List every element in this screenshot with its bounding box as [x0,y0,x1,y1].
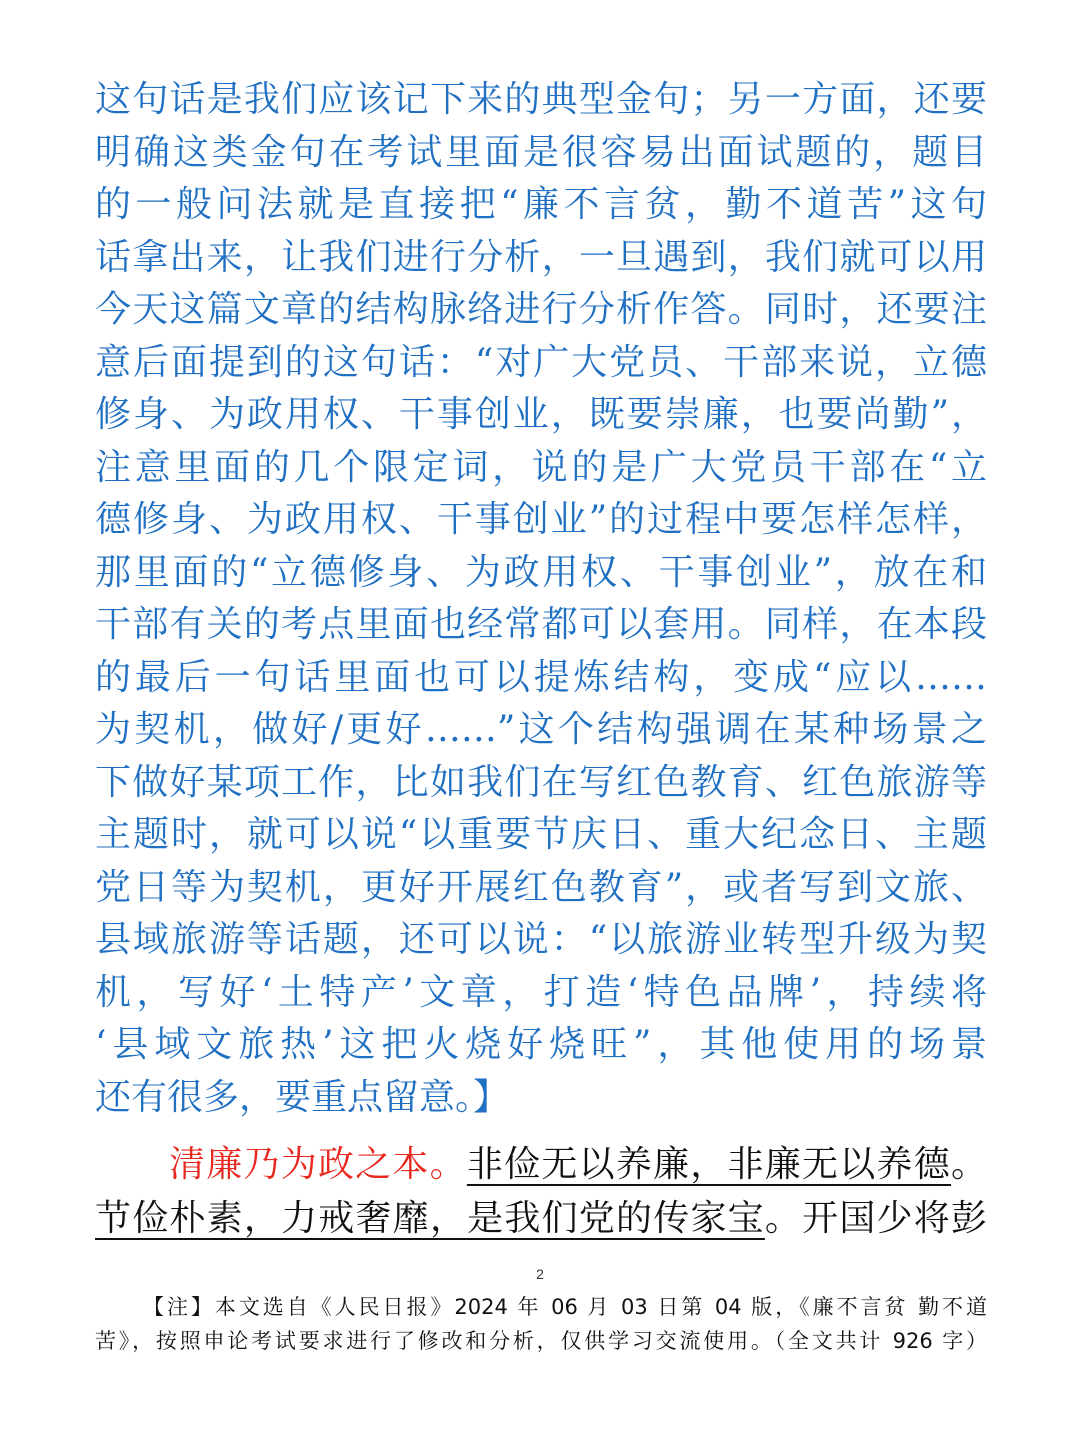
analysis-line: 下做好某项工作，比如我们在写红色教育、红色旅游等 [95,761,987,803]
body-line [95,1192,987,1246]
analysis-line: 党日等为契机，更好开展红色教育”，或者写到文旅、 [95,866,987,908]
underlined-text: 非俭无以养廉，非廉无以养德 [466,1144,951,1185]
body-text: 。 [950,1144,987,1185]
analysis-line: 还有很多，要重点留意。】 [95,1076,510,1118]
analysis-line: 修身、为政用权、干事创业，既要崇廉，也要尚勤”， [95,394,987,435]
analysis-line: 话拿出来，让我们进行分析，一旦遇到，我们就可以用 [95,236,987,278]
analysis-line: 为契机，做好/更好……”这个结构强调在某种场景之 [95,709,987,750]
analysis-line: 注意里面的几个限定词，说的是广大党员干部在“立 [95,446,987,488]
analysis-line: 今天这篇文章的结构脉络进行分析作答。同时，还要注 [95,289,987,330]
analysis-line: 的最后一句话里面也可以提炼结构，变成“应以…… [95,656,987,698]
analysis-line: 这句话是我们应该记下来的典型金句；另一方面，还要 [95,79,987,120]
note-line: 苦》，按照申论考试要求进行了修改和分析，仅供学习交流使用。（全文共计 926 字） [95,1329,987,1353]
analysis-line: 德修身、为政用权、干事创业”的过程中要怎样怎样， [95,499,987,540]
analysis-line: 机，写好‘土特产’文章，打造‘特色品牌’，持续将 [95,971,987,1013]
page-number: 2 [536,1266,544,1282]
body-text: 。开国少将彭 [764,1198,987,1239]
analysis-line: 干部有关的考点里面也经常都可以套用。同样，在本段 [95,604,987,645]
analysis-line: 明确这类金句在考试里面是很容易出面试题的，题目 [95,131,987,173]
note-line: 【注】本文选自《人民日报》2024 年 06 月 03 日第 04 版，《廉不言贫 勤不道 [143,1295,987,1319]
body-line [95,1138,987,1192]
red-highlight-text: 清廉乃为政之本。 [169,1144,467,1185]
body-paragraph [95,1138,987,1246]
analysis-line: 意后面提到的这句话：“对广大党员、干部来说，立德 [95,341,987,383]
analysis-line: 的一般问法就是直接把“廉不言贫，勤不道苦”这句 [95,184,987,225]
source-note [95,1290,987,1358]
analysis-line: ‘县域文旅热’这把火烧好烧旺”，其他使用的场景 [95,1024,987,1065]
analysis-line: 县域旅游等话题，还可以说：“以旅游业转型升级为契 [95,919,987,960]
analysis-line: 那里面的“立德修身、为政用权、干事创业”，放在和 [95,551,987,593]
underlined-text: 节俭朴素，力戒奢靡，是我们党的传家宝 [95,1198,765,1239]
analysis-line: 主题时，就可以说“以重要节庆日、重大纪念日、主题 [95,814,987,855]
analysis-paragraph [95,74,987,1124]
